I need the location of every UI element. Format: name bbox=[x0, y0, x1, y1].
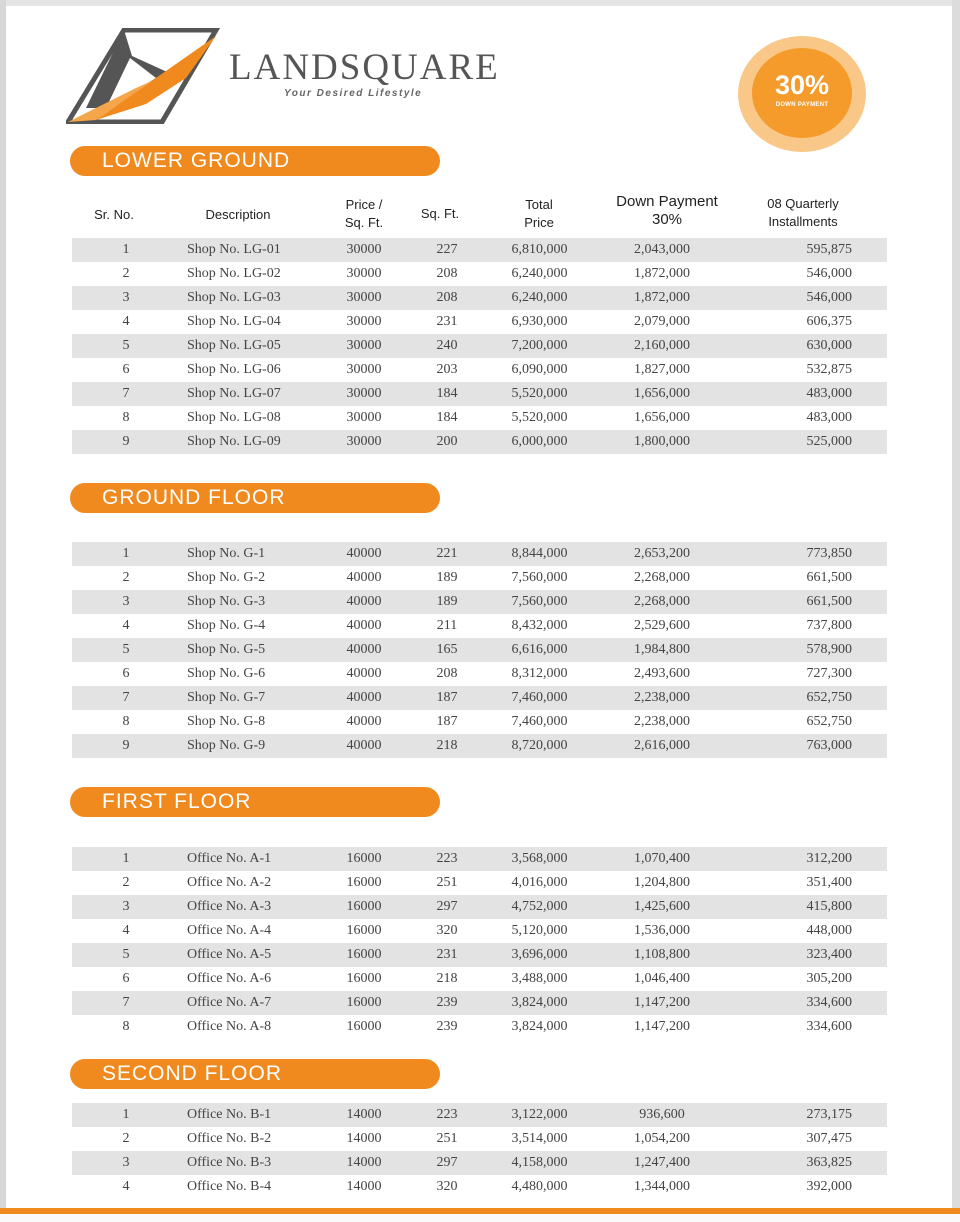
down-payment-cell: 1,536,000 bbox=[634, 923, 690, 938]
installment-cell: 546,000 bbox=[806, 290, 852, 305]
price-per-sqft-cell: 30000 bbox=[346, 290, 382, 305]
table-row bbox=[72, 967, 887, 991]
description-cell: Shop No. LG-07 bbox=[187, 386, 281, 401]
sq-ft-cell: 239 bbox=[436, 995, 458, 1010]
down-payment-cell: 1,247,400 bbox=[634, 1155, 690, 1170]
total-price-cell: 3,696,000 bbox=[511, 947, 568, 962]
description-cell: Office No. B-2 bbox=[187, 1131, 272, 1146]
price-per-sqft-cell: 40000 bbox=[346, 618, 382, 633]
down-payment-cell: 1,984,800 bbox=[634, 642, 690, 657]
sr-no-cell: 3 bbox=[122, 1155, 130, 1170]
description-cell: Shop No. G-3 bbox=[187, 594, 266, 609]
section-header-lower-ground: LOWER GROUND bbox=[70, 146, 440, 176]
col-header-price-line1: Price / bbox=[345, 197, 383, 212]
description-cell: Shop No. G-8 bbox=[187, 714, 266, 729]
total-price-cell: 4,158,000 bbox=[511, 1155, 568, 1170]
col-header-down-line1: Down Payment bbox=[616, 193, 718, 210]
down-payment-cell: 1,656,000 bbox=[634, 410, 690, 425]
price-per-sqft-cell: 40000 bbox=[346, 738, 382, 753]
table-row bbox=[72, 710, 887, 734]
total-price-cell: 3,824,000 bbox=[511, 1019, 568, 1034]
installment-cell: 595,875 bbox=[806, 242, 852, 257]
down-payment-cell: 1,108,800 bbox=[634, 947, 690, 962]
total-price-cell: 4,752,000 bbox=[511, 899, 568, 914]
description-cell: Shop No. LG-05 bbox=[187, 338, 281, 353]
table-row bbox=[72, 638, 887, 662]
sq-ft-cell: 189 bbox=[436, 570, 458, 585]
table-row bbox=[72, 734, 887, 758]
section-header-ground-floor: GROUND FLOOR bbox=[70, 483, 440, 513]
installment-cell: 532,875 bbox=[806, 362, 852, 377]
sr-no-cell: 6 bbox=[122, 666, 130, 681]
description-cell: Office No. B-1 bbox=[187, 1107, 272, 1122]
sq-ft-cell: 227 bbox=[436, 242, 458, 257]
table-row bbox=[72, 662, 887, 686]
description-cell: Shop No. G-6 bbox=[187, 666, 266, 681]
installment-cell: 652,750 bbox=[806, 690, 852, 705]
price-per-sqft-cell: 30000 bbox=[346, 410, 382, 425]
price-per-sqft-cell: 16000 bbox=[346, 899, 382, 914]
price-per-sqft-cell: 16000 bbox=[346, 971, 382, 986]
down-payment-cell: 1,827,000 bbox=[634, 362, 690, 377]
installment-cell: 351,400 bbox=[806, 875, 852, 890]
price-per-sqft-cell: 40000 bbox=[346, 666, 382, 681]
sq-ft-cell: 320 bbox=[436, 923, 458, 938]
total-price-cell: 3,514,000 bbox=[511, 1131, 568, 1146]
table-second-floor bbox=[72, 1103, 887, 1199]
total-price-cell: 6,240,000 bbox=[511, 290, 568, 305]
table-row bbox=[72, 614, 887, 638]
description-cell: Office No. A-6 bbox=[187, 971, 272, 986]
description-cell: Office No. A-3 bbox=[187, 899, 272, 914]
price-per-sqft-cell: 40000 bbox=[346, 642, 382, 657]
table-row bbox=[72, 310, 887, 334]
down-payment-cell: 2,079,000 bbox=[634, 314, 690, 329]
col-header-total-price bbox=[504, 196, 574, 232]
brand-name: LANDSQUARE bbox=[229, 47, 500, 88]
sq-ft-cell: 187 bbox=[436, 714, 458, 729]
total-price-cell: 6,090,000 bbox=[511, 362, 568, 377]
total-price-cell: 6,616,000 bbox=[511, 642, 568, 657]
sq-ft-cell: 320 bbox=[436, 1179, 458, 1194]
price-per-sqft-cell: 40000 bbox=[346, 570, 382, 585]
sq-ft-cell: 223 bbox=[436, 851, 458, 866]
section-header-second-floor: SECOND FLOOR bbox=[70, 1059, 440, 1089]
total-price-cell: 4,480,000 bbox=[511, 1179, 568, 1194]
page-border-right bbox=[952, 0, 960, 1222]
price-per-sqft-cell: 16000 bbox=[346, 947, 382, 962]
badge-percent: 30% bbox=[774, 70, 830, 100]
sq-ft-cell: 297 bbox=[436, 899, 458, 914]
price-per-sqft-cell: 30000 bbox=[346, 386, 382, 401]
landsquare-logo-icon bbox=[66, 28, 226, 124]
sq-ft-cell: 223 bbox=[436, 1107, 458, 1122]
installment-cell: 606,375 bbox=[806, 314, 852, 329]
sr-no-cell: 8 bbox=[122, 1019, 130, 1034]
description-cell: Shop No. LG-01 bbox=[187, 242, 281, 257]
installment-cell: 363,825 bbox=[806, 1155, 852, 1170]
price-per-sqft-cell: 16000 bbox=[346, 875, 382, 890]
installment-cell: 323,400 bbox=[806, 947, 852, 962]
sq-ft-cell: 184 bbox=[436, 386, 458, 401]
down-payment-cell: 2,653,200 bbox=[634, 546, 690, 561]
down-payment-cell: 2,268,000 bbox=[634, 594, 690, 609]
sq-ft-cell: 211 bbox=[436, 618, 458, 633]
table-row bbox=[72, 262, 887, 286]
sq-ft-cell: 240 bbox=[436, 338, 458, 353]
sr-no-cell: 2 bbox=[122, 266, 130, 281]
table-row bbox=[72, 542, 887, 566]
col-header-price bbox=[332, 196, 396, 232]
col-header-down-line2: 30% bbox=[651, 211, 683, 228]
installment-cell: 578,900 bbox=[806, 642, 852, 657]
description-cell: Shop No. LG-04 bbox=[187, 314, 281, 329]
down-payment-cell: 2,043,000 bbox=[634, 242, 690, 257]
sr-no-cell: 3 bbox=[122, 290, 130, 305]
down-payment-cell: 1,054,200 bbox=[634, 1131, 690, 1146]
sr-no-cell: 4 bbox=[122, 923, 130, 938]
total-price-cell: 5,520,000 bbox=[511, 410, 568, 425]
table-row bbox=[72, 1175, 887, 1199]
price-per-sqft-cell: 30000 bbox=[346, 434, 382, 449]
description-cell: Shop No. LG-02 bbox=[187, 266, 281, 281]
brand-tagline: Your Desired Lifestyle bbox=[284, 88, 423, 99]
description-cell: Shop No. G-4 bbox=[187, 618, 266, 633]
sr-no-cell: 5 bbox=[122, 338, 130, 353]
price-per-sqft-cell: 30000 bbox=[346, 338, 382, 353]
sq-ft-cell: 218 bbox=[436, 971, 458, 986]
description-cell: Shop No. G-1 bbox=[187, 546, 266, 561]
bottom-accent-bar bbox=[0, 1208, 960, 1222]
price-per-sqft-cell: 40000 bbox=[346, 690, 382, 705]
sr-no-cell: 7 bbox=[122, 690, 130, 705]
installment-cell: 483,000 bbox=[806, 410, 852, 425]
sq-ft-cell: 208 bbox=[436, 290, 458, 305]
description-cell: Office No. A-8 bbox=[187, 1019, 272, 1034]
table-row bbox=[72, 943, 887, 967]
installment-cell: 525,000 bbox=[806, 434, 852, 449]
installment-cell: 483,000 bbox=[806, 386, 852, 401]
sr-no-cell: 4 bbox=[122, 1179, 130, 1194]
table-row bbox=[72, 895, 887, 919]
description-cell: Office No. A-4 bbox=[187, 923, 272, 938]
down-payment-cell: 1,070,400 bbox=[634, 851, 690, 866]
description-cell: Shop No. LG-08 bbox=[187, 410, 281, 425]
sr-no-cell: 2 bbox=[122, 1131, 130, 1146]
sr-no-cell: 8 bbox=[122, 410, 130, 425]
table-row bbox=[72, 406, 887, 430]
installment-cell: 273,175 bbox=[806, 1107, 852, 1122]
down-payment-cell: 1,800,000 bbox=[634, 434, 690, 449]
col-header-sr-no: Sr. No. bbox=[94, 207, 134, 222]
installment-cell: 763,000 bbox=[806, 738, 852, 753]
sq-ft-cell: 231 bbox=[436, 314, 458, 329]
col-header-total-line2: Price bbox=[524, 215, 554, 230]
down-payment-cell: 1,344,000 bbox=[634, 1179, 690, 1194]
sr-no-cell: 3 bbox=[122, 594, 130, 609]
installment-cell: 415,800 bbox=[806, 899, 852, 914]
description-cell: Shop No. G-7 bbox=[187, 690, 266, 705]
total-price-cell: 3,122,000 bbox=[511, 1107, 568, 1122]
down-payment-cell: 1,872,000 bbox=[634, 290, 690, 305]
total-price-cell: 6,000,000 bbox=[511, 434, 568, 449]
description-cell: Shop No. LG-03 bbox=[187, 290, 281, 305]
table-row bbox=[72, 871, 887, 895]
col-header-price-line2: Sq. Ft. bbox=[344, 215, 384, 230]
column-headers bbox=[72, 190, 888, 236]
page-border-left bbox=[0, 0, 6, 1222]
installment-cell: 773,850 bbox=[806, 546, 852, 561]
sr-no-cell: 4 bbox=[122, 618, 130, 633]
sq-ft-cell: 165 bbox=[436, 642, 458, 657]
total-price-cell: 3,488,000 bbox=[511, 971, 568, 986]
total-price-cell: 7,460,000 bbox=[511, 690, 568, 705]
total-price-cell: 8,844,000 bbox=[511, 546, 568, 561]
installment-cell: 448,000 bbox=[806, 923, 852, 938]
description-cell: Shop No. G-2 bbox=[187, 570, 266, 585]
price-per-sqft-cell: 30000 bbox=[346, 362, 382, 377]
sq-ft-cell: 208 bbox=[436, 666, 458, 681]
table-lower-ground bbox=[72, 238, 887, 454]
price-per-sqft-cell: 40000 bbox=[346, 714, 382, 729]
col-header-inst-line2: Installments bbox=[768, 214, 838, 229]
down-payment-cell: 1,147,200 bbox=[634, 1019, 690, 1034]
col-header-sq-ft: Sq. Ft. bbox=[420, 206, 460, 221]
total-price-cell: 7,460,000 bbox=[511, 714, 568, 729]
description-cell: Office No. A-7 bbox=[187, 995, 272, 1010]
description-cell: Office No. A-1 bbox=[187, 851, 272, 866]
price-per-sqft-cell: 14000 bbox=[346, 1131, 382, 1146]
price-per-sqft-cell: 14000 bbox=[346, 1155, 382, 1170]
description-cell: Shop No. LG-06 bbox=[187, 362, 281, 377]
table-row bbox=[72, 1015, 887, 1039]
sq-ft-cell: 297 bbox=[436, 1155, 458, 1170]
description-cell: Shop No. G-9 bbox=[187, 738, 266, 753]
price-per-sqft-cell: 14000 bbox=[346, 1179, 382, 1194]
price-per-sqft-cell: 30000 bbox=[346, 242, 382, 257]
down-payment-badge bbox=[738, 36, 866, 152]
sr-no-cell: 1 bbox=[122, 1107, 130, 1122]
description-cell: Office No. A-5 bbox=[187, 947, 272, 962]
table-row bbox=[72, 566, 887, 590]
total-price-cell: 3,568,000 bbox=[511, 851, 568, 866]
down-payment-cell: 2,493,600 bbox=[634, 666, 690, 681]
installment-cell: 727,300 bbox=[806, 666, 852, 681]
badge-label: DOWN PAYMENT bbox=[775, 102, 829, 108]
sr-no-cell: 5 bbox=[122, 642, 130, 657]
total-price-cell: 8,432,000 bbox=[511, 618, 568, 633]
down-payment-cell: 2,616,000 bbox=[634, 738, 690, 753]
total-price-cell: 6,930,000 bbox=[511, 314, 568, 329]
table-row bbox=[72, 919, 887, 943]
down-payment-cell: 936,600 bbox=[639, 1107, 685, 1122]
price-per-sqft-cell: 30000 bbox=[346, 266, 382, 281]
sq-ft-cell: 231 bbox=[436, 947, 458, 962]
total-price-cell: 5,520,000 bbox=[511, 386, 568, 401]
down-payment-cell: 1,656,000 bbox=[634, 386, 690, 401]
installment-cell: 661,500 bbox=[806, 570, 852, 585]
page-border-top bbox=[0, 0, 960, 6]
table-row bbox=[72, 991, 887, 1015]
down-payment-cell: 1,872,000 bbox=[634, 266, 690, 281]
installment-cell: 307,475 bbox=[806, 1131, 852, 1146]
installment-cell: 546,000 bbox=[806, 266, 852, 281]
installment-cell: 630,000 bbox=[806, 338, 852, 353]
total-price-cell: 6,810,000 bbox=[511, 242, 568, 257]
table-row bbox=[72, 238, 887, 262]
table-row bbox=[72, 286, 887, 310]
down-payment-cell: 2,529,600 bbox=[634, 618, 690, 633]
total-price-cell: 5,120,000 bbox=[511, 923, 568, 938]
table-row bbox=[72, 430, 887, 454]
sr-no-cell: 3 bbox=[122, 899, 130, 914]
table-ground-floor bbox=[72, 542, 887, 758]
down-payment-cell: 1,147,200 bbox=[634, 995, 690, 1010]
total-price-cell: 7,560,000 bbox=[511, 570, 568, 585]
total-price-cell: 6,240,000 bbox=[511, 266, 568, 281]
table-row bbox=[72, 1103, 887, 1127]
table-row bbox=[72, 847, 887, 871]
table-row bbox=[72, 686, 887, 710]
total-price-cell: 4,016,000 bbox=[511, 875, 568, 890]
price-per-sqft-cell: 40000 bbox=[346, 594, 382, 609]
installment-cell: 737,800 bbox=[806, 618, 852, 633]
sr-no-cell: 8 bbox=[122, 714, 130, 729]
down-payment-cell: 2,160,000 bbox=[634, 338, 690, 353]
description-cell: Office No. A-2 bbox=[187, 875, 272, 890]
sq-ft-cell: 203 bbox=[436, 362, 458, 377]
total-price-cell: 8,720,000 bbox=[511, 738, 568, 753]
table-row bbox=[72, 334, 887, 358]
installment-cell: 334,600 bbox=[806, 1019, 852, 1034]
table-row bbox=[72, 1127, 887, 1151]
sq-ft-cell: 221 bbox=[436, 546, 458, 561]
sr-no-cell: 6 bbox=[122, 971, 130, 986]
total-price-cell: 3,824,000 bbox=[511, 995, 568, 1010]
installment-cell: 305,200 bbox=[806, 971, 852, 986]
col-header-description: Description bbox=[205, 207, 271, 222]
sr-no-cell: 6 bbox=[122, 362, 130, 377]
section-header-first-floor: FIRST FLOOR bbox=[70, 787, 440, 817]
total-price-cell: 7,200,000 bbox=[511, 338, 568, 353]
description-cell: Office No. B-4 bbox=[187, 1179, 272, 1194]
down-payment-cell: 2,238,000 bbox=[634, 714, 690, 729]
installment-cell: 312,200 bbox=[806, 851, 852, 866]
sr-no-cell: 9 bbox=[122, 434, 130, 449]
sr-no-cell: 4 bbox=[122, 314, 130, 329]
table-first-floor bbox=[72, 847, 887, 1039]
col-header-installments bbox=[748, 195, 858, 231]
col-header-down-payment bbox=[602, 193, 732, 229]
sq-ft-cell: 200 bbox=[436, 434, 458, 449]
price-per-sqft-cell: 14000 bbox=[346, 1107, 382, 1122]
down-payment-cell: 1,046,400 bbox=[634, 971, 690, 986]
table-row bbox=[72, 382, 887, 406]
sr-no-cell: 7 bbox=[122, 386, 130, 401]
down-payment-cell: 1,425,600 bbox=[634, 899, 690, 914]
sq-ft-cell: 239 bbox=[436, 1019, 458, 1034]
sr-no-cell: 9 bbox=[122, 738, 130, 753]
sq-ft-cell: 189 bbox=[436, 594, 458, 609]
sr-no-cell: 5 bbox=[122, 947, 130, 962]
price-per-sqft-cell: 16000 bbox=[346, 995, 382, 1010]
price-per-sqft-cell: 30000 bbox=[346, 314, 382, 329]
installment-cell: 392,000 bbox=[806, 1179, 852, 1194]
price-per-sqft-cell: 16000 bbox=[346, 923, 382, 938]
sq-ft-cell: 218 bbox=[436, 738, 458, 753]
sq-ft-cell: 187 bbox=[436, 690, 458, 705]
down-payment-cell: 2,268,000 bbox=[634, 570, 690, 585]
installment-cell: 661,500 bbox=[806, 594, 852, 609]
description-cell: Shop No. G-5 bbox=[187, 642, 266, 657]
sr-no-cell: 2 bbox=[122, 570, 130, 585]
installment-cell: 652,750 bbox=[806, 714, 852, 729]
total-price-cell: 8,312,000 bbox=[511, 666, 568, 681]
description-cell: Shop No. LG-09 bbox=[187, 434, 281, 449]
sr-no-cell: 1 bbox=[122, 242, 130, 257]
col-header-total-line1: Total bbox=[525, 197, 553, 212]
down-payment-cell: 1,204,800 bbox=[634, 875, 690, 890]
total-price-cell: 7,560,000 bbox=[511, 594, 568, 609]
down-payment-cell: 2,238,000 bbox=[634, 690, 690, 705]
table-row bbox=[72, 1151, 887, 1175]
sr-no-cell: 2 bbox=[122, 875, 130, 890]
sr-no-cell: 7 bbox=[122, 995, 130, 1010]
description-cell: Office No. B-3 bbox=[187, 1155, 272, 1170]
sr-no-cell: 1 bbox=[122, 546, 130, 561]
table-row bbox=[72, 358, 887, 382]
table-row bbox=[72, 590, 887, 614]
sq-ft-cell: 251 bbox=[436, 875, 458, 890]
sq-ft-cell: 251 bbox=[436, 1131, 458, 1146]
price-per-sqft-cell: 40000 bbox=[346, 546, 382, 561]
price-per-sqft-cell: 16000 bbox=[346, 1019, 382, 1034]
sr-no-cell: 1 bbox=[122, 851, 130, 866]
col-header-inst-line1: 08 Quarterly bbox=[767, 196, 839, 211]
sq-ft-cell: 208 bbox=[436, 266, 458, 281]
installment-cell: 334,600 bbox=[806, 995, 852, 1010]
sq-ft-cell: 184 bbox=[436, 410, 458, 425]
price-per-sqft-cell: 16000 bbox=[346, 851, 382, 866]
